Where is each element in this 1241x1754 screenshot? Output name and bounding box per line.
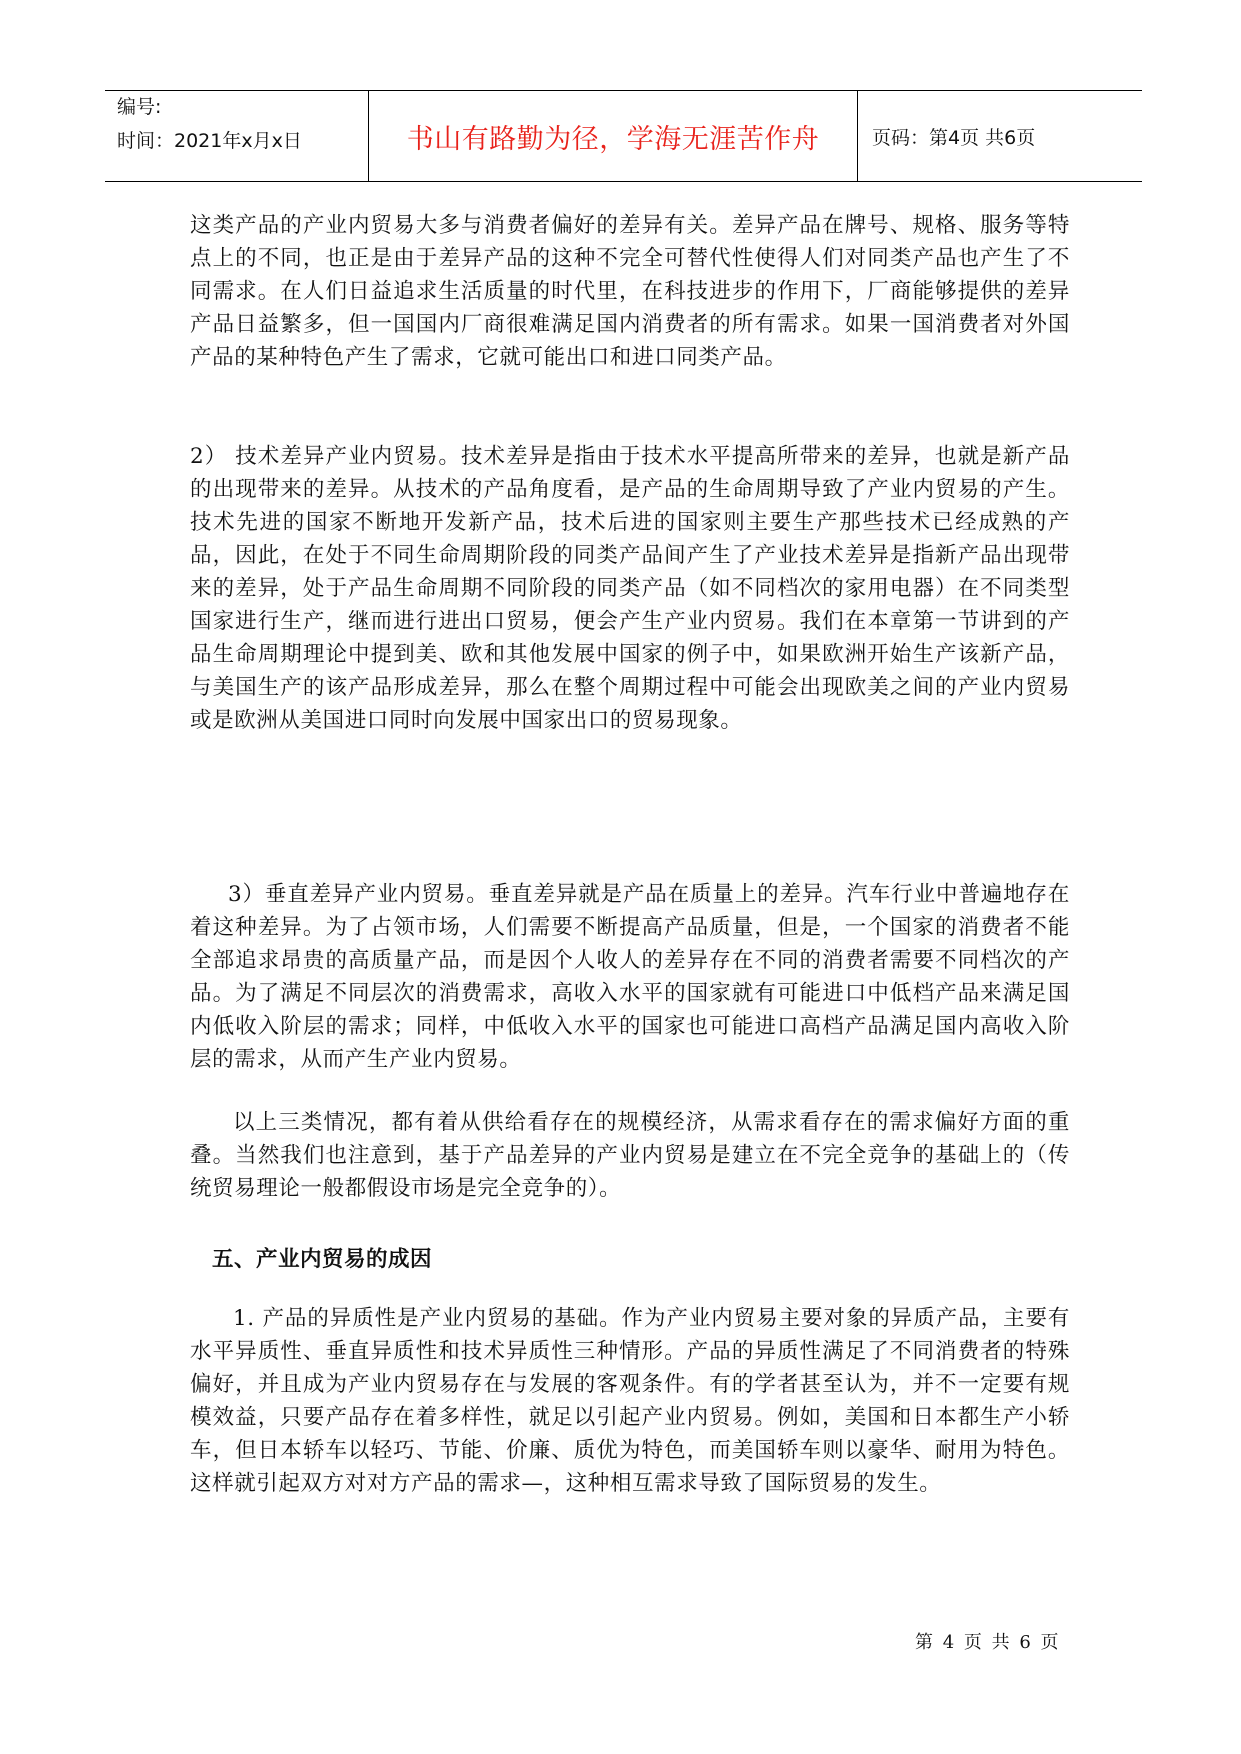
paragraph-text: 1. 产品的异质性是产业内贸易的基础。作为产业内贸易主要对象的异质产品，主要有水平异质性、垂直异质性和技术异质性三种情形。产品的异质性满足了不同消费者的特殊偏好，并且成为产业内贸易存在与发展的客观条件。有的学者甚至认为，并不一定要有规模效益，只要产品存在着多样性，就足以引起产业内贸易。例如，美国和日本都生产小轿车，但日本轿车以轻巧、节能、价廉、质优为特色，而美国轿车则以豪华、耐用为特色。这样就引起双方对对方产品的需求—，这种相互需求导致了国际贸易的发生。 (190, 1306, 1070, 1496)
paragraph-product-difference (190, 209, 1070, 374)
paragraph-text: 以上三类情况，都有着从供给看存在的规模经济，从需求看存在的需求偏好方面的重叠。当然我们也注意到，基于产品差异的产业内贸易是建立在不完全竞争的基础上的（传统贸易理论一般都假设市场是完全竞争的）。 (190, 1110, 1070, 1201)
page-footer: 第 4 页 共 6 页 (915, 1632, 1061, 1653)
page-header (105, 90, 1142, 182)
section-heading: 五、产业内贸易的成因 (212, 1247, 433, 1272)
paragraph-summary (190, 1106, 1070, 1205)
paragraph-causes (190, 1302, 1070, 1500)
paragraph-text: 3）垂直差异产业内贸易。垂直差异就是产品在质量上的差异。汽车行业中普遍地存在着这种差异。为了占领市场，人们需要不断提高产品质量，但是，一个国家的消费者不能全部追求昂贵的高质量产品，而是因个人收人的差异存在不同的消费者需要不同档次的产品。为了满足不同层次的消费需求，高收入水平的国家就有可能进口中低档产品来满足国内低收入阶层的需求；同样，中低收入水平的国家也可能进口高档产品满足国内高收入阶层的需求，从而产生产业内贸易。 (190, 882, 1070, 1072)
header-page-cell (858, 91, 1142, 181)
document-time-label: 时间：2021年x月x日 (117, 130, 302, 152)
header-page-number: 页码：第4页 共6页 (872, 126, 1036, 149)
paragraph-vertical-difference (190, 878, 1070, 1076)
header-motto: 书山有路勤为径，学海无涯苦作舟 (406, 123, 820, 155)
header-meta-cell (105, 91, 369, 181)
document-number-label: 编号: (117, 96, 162, 118)
paragraph-text: 2） 技术差异产业内贸易。技术差异是指由于技术水平提高所带来的差异，也就是新产品的出现带来的差异。从技术的产品角度看，是产品的生命周期导致了产业内贸易的产生。技术先进的国家不断地开发新产品，技术后进的国家则主要生产那些技术已经成熟的产品，因此，在处于不同生命周期阶段的同类产品间产生了产业技术差异是指新产品出现带来的差异，处于产品生命周期不同阶段的同类产品（如不同档次的家用电器）在不同类型国家进行生产，继而进行进出口贸易，便会产生产业内贸易。我们在本章第一节讲到的产品生命周期理论中提到美、欧和其他发展中国家的例子中，如果欧洲开始生产该新产品，与美国生产的该产品形成差异，那么在整个周期过程中可能会出现欧美之间的产业内贸易或是欧洲从美国进口同时向发展中国家出口的贸易现象。 (190, 444, 1070, 733)
paragraph-text: 这类产品的产业内贸易大多与消费者偏好的差异有关。差异产品在牌号、规格、服务等特点上的不同，也正是由于差异产品的这种不完全可替代性使得人们对同类产品也产生了不同需求。在人们日益追求生活质量的时代里，在科技进步的作用下，厂商能够提供的差异产品日益繁多，但一国国内厂商很难满足国内消费者的所有需求。如果一国消费者对外国产品的某种特色产生了需求，它就可能出口和进口同类产品。 (190, 213, 1070, 370)
paragraph-technical-difference (190, 440, 1070, 737)
header-motto-cell (369, 91, 858, 181)
